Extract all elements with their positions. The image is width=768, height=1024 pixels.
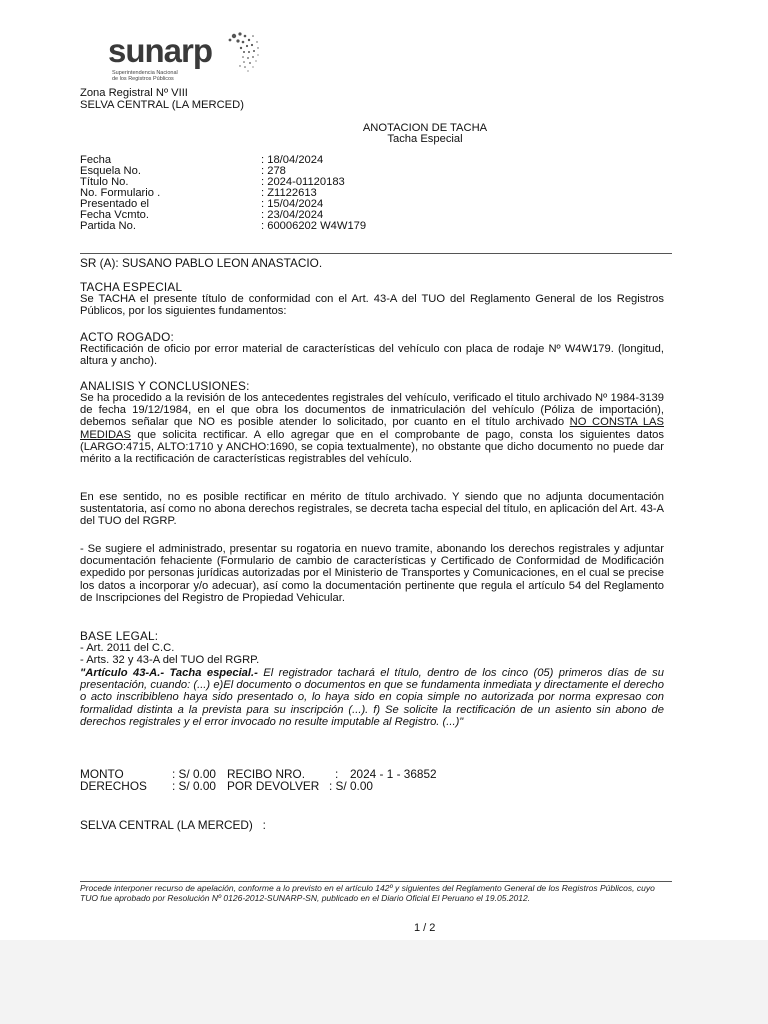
legal-quote — [80, 667, 664, 728]
analisis-paragraph-3: - Se sugiere el administrado, presentar su rogatoria en nuevo tramite, abonando los derechos registrales y adjuntar documentación fehaciente (Formulario de cambio de características y Certificado de Conformidad de Modificación expedido por personas jurídicas autorizadas por el Ministerio de Transportes y Comunicaciones, en el cual se precise los datos a incorporar y/o adecuar), así como la documentación pertinente que regula el artículo 54 del Reglamento de Inscripciones del Registro de Propiedad Vehicular. — [80, 543, 664, 604]
fee-row-derechos — [80, 780, 640, 793]
logo-subtitle-line-2: de los Registros Públicos — [112, 76, 174, 82]
meta-value: : 18/04/2024 — [261, 154, 324, 166]
meta-value: : 15/04/2024 — [261, 198, 324, 210]
logo-subtitle — [112, 70, 212, 82]
page-bottom-margin — [0, 940, 768, 1024]
analisis-text: que solicita rectificar. A ello agregar que en el comprobante de pago, consta los siguientes datos (LARGO:4715, ALTO:1710 y ANCHO:1690, se copia textualmente), no obstante que dicho documento no puede dar mérito a la rectificación de características registrables del vehículo. — [80, 428, 664, 466]
section-heading-base-legal: BASE LEGAL: — [80, 629, 159, 643]
devolver-label: POR DEVOLVER — [227, 779, 320, 793]
meta-label: Fecha — [80, 154, 112, 166]
section-heading-analisis: ANALISIS Y CONCLUSIONES: — [80, 379, 250, 393]
logo-subtitle-line-1: Superintendencia Nacional — [112, 70, 178, 76]
logo-wordmark: sunarp — [108, 32, 213, 69]
legal-item-2: - Arts. 32 y 43-A del TUO del RGRP. — [80, 654, 260, 666]
meta-value: : 23/04/2024 — [261, 209, 324, 221]
meta-value: : 2024-01120183 — [261, 176, 345, 188]
recibo-number: 2024 - 1 - 36852 — [350, 767, 437, 781]
signature-office: SELVA CENTRAL (LA MERCED) : — [80, 818, 266, 832]
meta-value: : Z1122613 — [261, 187, 317, 199]
section-heading-acto: ACTO ROGADO: — [80, 330, 174, 344]
footer-divider — [80, 881, 672, 882]
legal-quote-heading: "Artículo 43-A.- Tacha especial.- — [80, 667, 258, 679]
meta-label: Fecha Vcmto. — [80, 209, 150, 221]
monto-value: : S/ 0.00 — [172, 767, 216, 781]
recibo-separator: : — [335, 767, 339, 781]
meta-label: Presentado el — [80, 198, 150, 210]
analisis-paragraph-1 — [80, 392, 664, 465]
recipient: SR (A): SUSANO PABLO LEON ANASTACIO. — [80, 256, 323, 270]
analisis-paragraph-2: En ese sentido, no es posible rectificar en mérito de título archivado. Y siendo que no adjunta documentación sustentatoria, así como no abona derechos registrales, se decreta tacha especial del título, en aplicación del Art. 43-A del TUO del RGRP. — [80, 491, 664, 528]
registry-seat: SELVA CENTRAL (LA MERCED) — [80, 99, 244, 111]
analisis-underlined-text: NO CONSTA LAS MEDIDAS — [80, 416, 664, 441]
monto-label: MONTO — [80, 767, 124, 781]
page-number: 1 / 2 — [414, 922, 436, 934]
registry-zone: Zona Registral Nº VIII — [80, 87, 188, 99]
meta-label: Esquela No. — [80, 165, 141, 177]
analisis-text: Se ha procedido a la revisión de los antecedentes registrales del vehículo, verificado el titulo archivado Nº 1984-3139 de fecha 19/12/1984, en el que obra los documentos de inmatriculación del vehículo (Póliza de importación), debemos señalar que NO es posible atender lo solicitado, por cuanto en el título archivado — [80, 392, 664, 429]
recibo-label: RECIBO NRO. — [227, 767, 305, 781]
derechos-label: DERECHOS — [80, 779, 147, 793]
appeal-footnote: Procede interponer recurso de apelación, conforme a lo previsto en el artículo 142º y siguientes del Reglamento General de los Registros Públicos, cuyo TUO fue aprobado por Resolución Nº 0126-2012-SUNARP-SN, publicado en el Diario Oficial El Peruano el 19.05.2012. — [80, 883, 655, 903]
sunarp-logo — [108, 30, 258, 82]
meta-label: No. Formulario . — [80, 187, 161, 199]
derechos-value: : S/ 0.00 — [172, 779, 216, 793]
legal-quote-text: El registrador tachará el título, dentro de los cinco (05) primeros días de su presentación, cuando: (...) e)El documento o documentos en que se fundamenta inmediata y directamente el derecho o acto inscribibleno haya sido presentado o, lo haya sido en copia simple no autorizada por norma expresao con formalidad distinta a la prevista para su inscripción (...). f) Se solicite la rectificación de un asiento sin abono de derechos registrales y el error invocado no resulte imputable al Registro. (...)" — [80, 667, 664, 728]
document-subtitle: Tacha Especial — [387, 133, 463, 145]
acto-text: Rectificación de oficio por error material de características del vehículo con placa de rodaje Nº W4W179. (longitud, altura y ancho). — [80, 343, 664, 368]
meta-label: Partida No. — [80, 220, 136, 232]
meta-label: Título No. — [80, 176, 129, 188]
meta-value: : 278 — [261, 165, 286, 177]
document-title: ANOTACION DE TACHA — [362, 122, 488, 134]
section-heading-tacha: TACHA ESPECIAL — [80, 280, 183, 294]
meta-value: : 60006202 W4W179 — [261, 220, 367, 232]
tacha-text: Se TACHA el presente título de conformidad con el Art. 43-A del TUO del Reglamento General de los Registros Públicos, por los siguientes fundamentos: — [80, 293, 664, 318]
header-divider — [80, 253, 672, 254]
logo-dots-icon — [220, 30, 260, 78]
devolver-value: : S/ 0.00 — [329, 779, 373, 793]
legal-item-1: - Art. 2011 del C.C. — [80, 642, 175, 654]
